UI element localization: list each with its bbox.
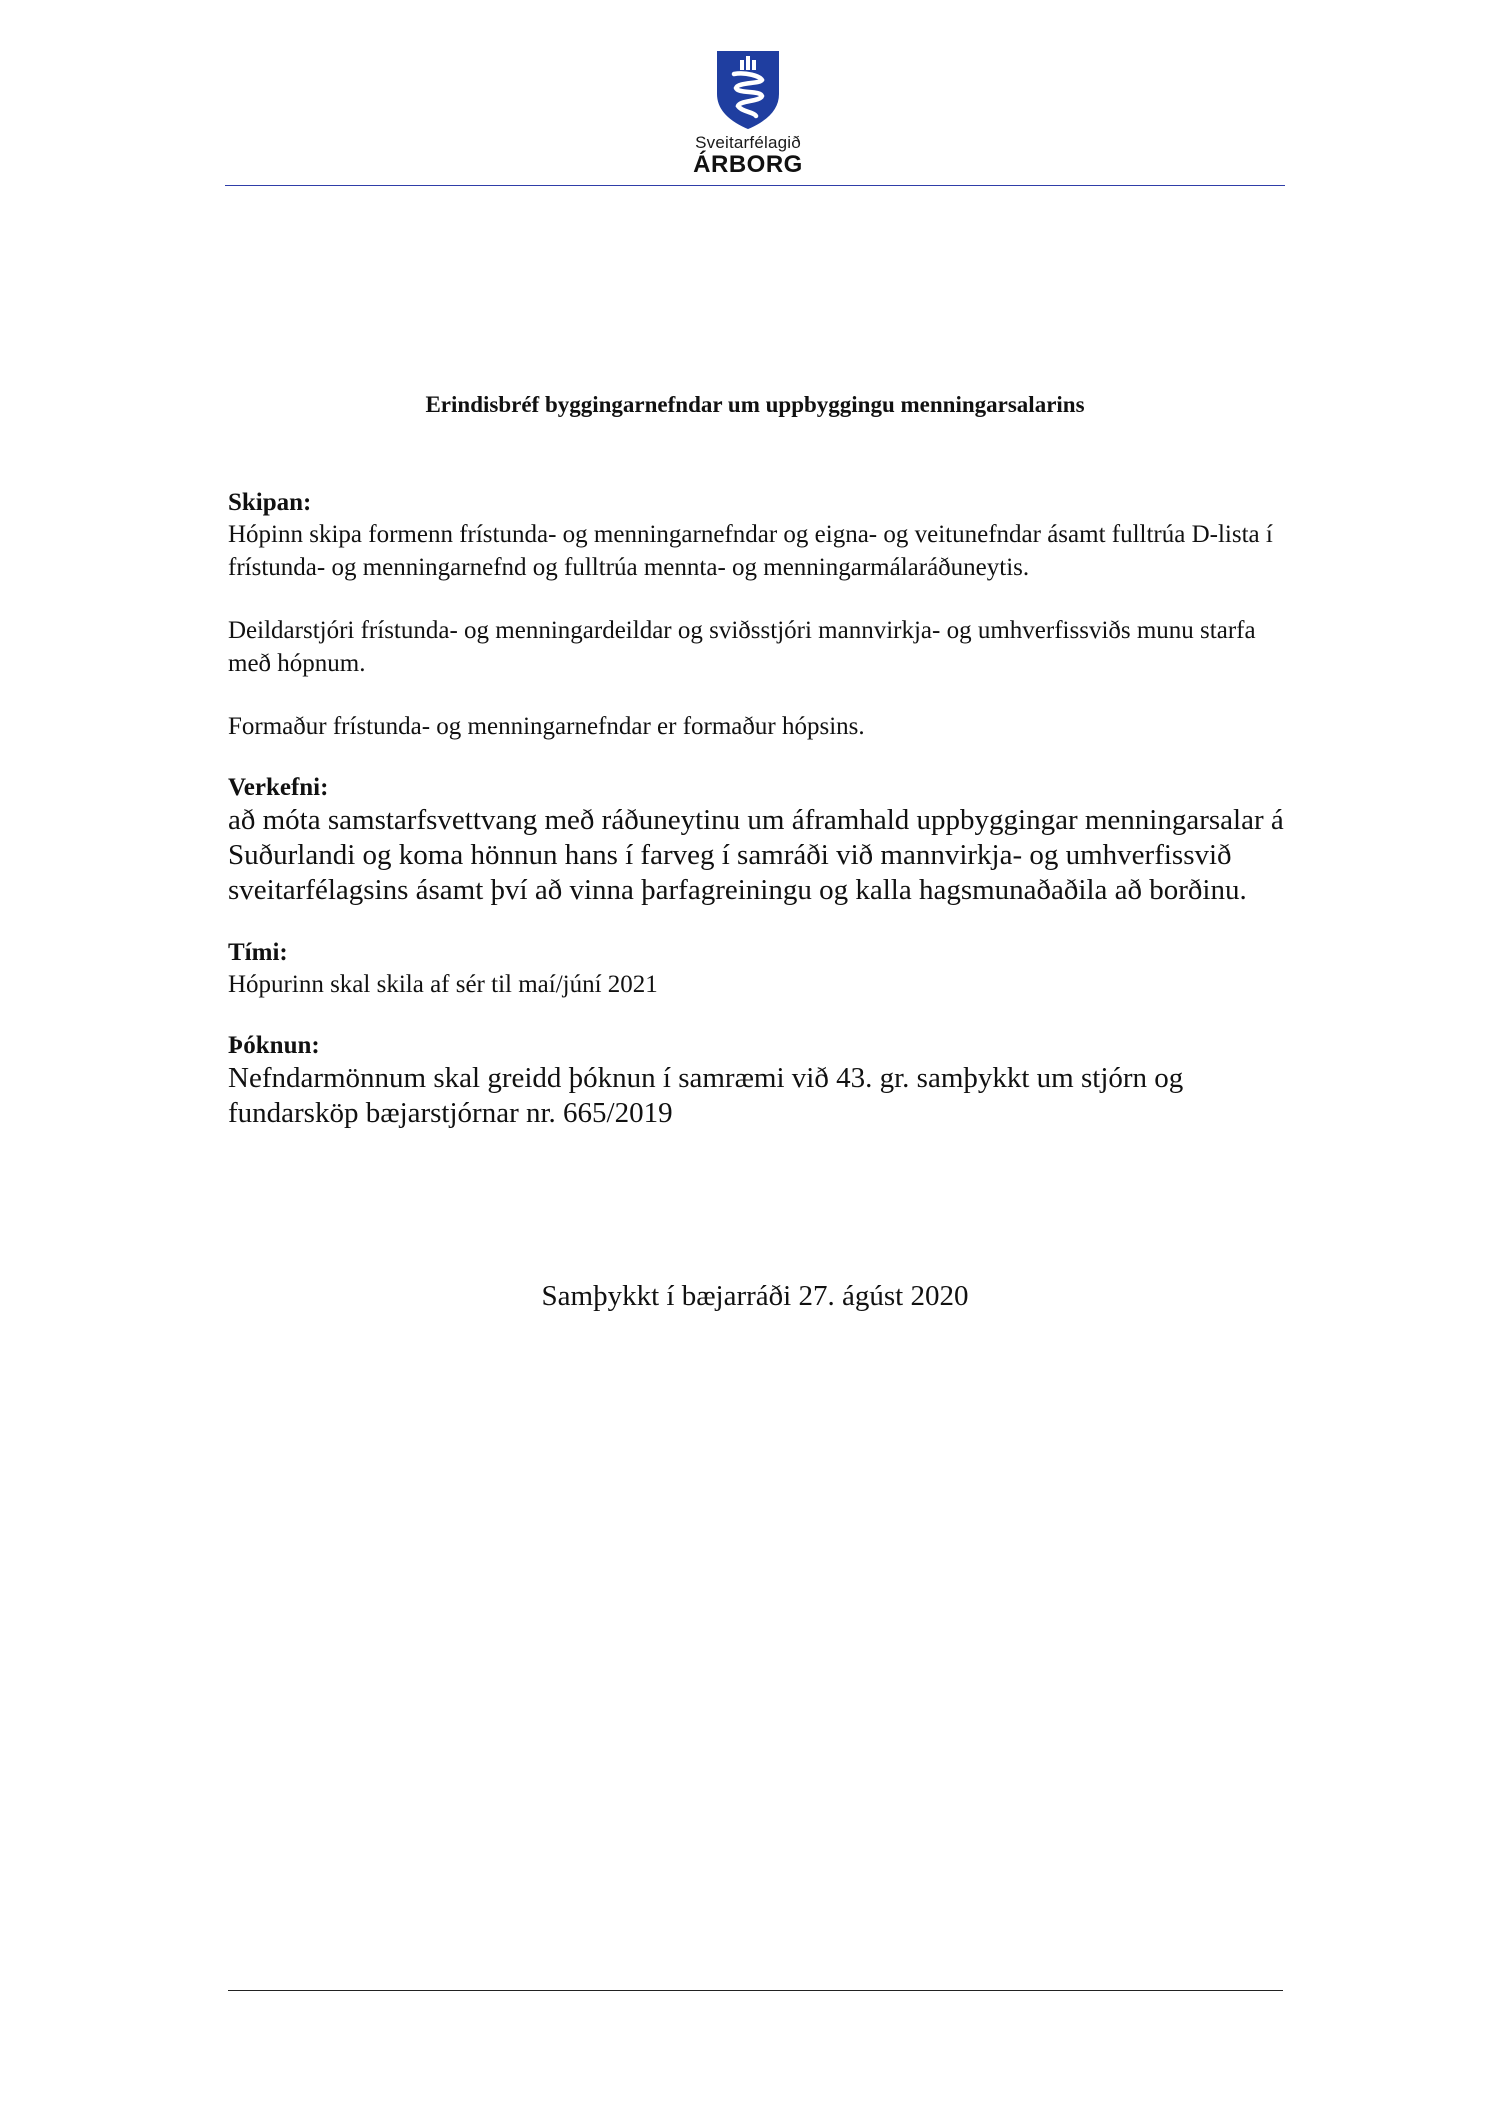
section-verkefni (228, 773, 1288, 908)
letterhead (0, 0, 1500, 190)
section-heading: Skipan: (228, 489, 312, 516)
footer-divider (228, 1990, 1283, 1991)
arborg-coat-of-arms-icon (716, 50, 780, 130)
section-heading: Verkefni: (228, 774, 329, 801)
section-paragraph: Formaður frístunda- og menningarnefndar er formaður hópsins. (228, 713, 865, 740)
section-timi (228, 938, 1288, 1001)
section-heading: Þóknun: (228, 1032, 320, 1059)
section-paragraph: Hópurinn skal skila af sér til maí/júní 2021 (228, 971, 658, 998)
section-paragraph: Hópinn skipa formenn frístunda- og menningarnefndar og eigna- og veitunefndar ásamt fulltrúa D-lista í frístunda- og menningarnefnd og fulltrúa mennta- og menningarmálaráðuneytis. (228, 521, 1273, 581)
logo-org-name: ÁRBORG (693, 151, 803, 178)
section-thoknun (228, 1031, 1288, 1131)
logo-org-prefix: Sveitarfélagið (695, 133, 801, 152)
document-title: Erindisbréf byggingarnefndar um uppbyggingu menningarsalarins (425, 392, 1085, 417)
document-body (228, 488, 1288, 1131)
section-skipan (228, 488, 1288, 743)
approval-line: Samþykkt í bæjarráði 27. ágúst 2020 (541, 1280, 969, 1312)
header-divider (225, 185, 1285, 186)
section-paragraph: Nefndarmönnum skal greidd þóknun í samræmi við 43. gr. samþykkt um stjórn og fundarsköp bæjarstjórnar nr. 665/2019 (228, 1062, 1184, 1129)
section-heading: Tími: (228, 939, 288, 966)
section-paragraph: Deildarstjóri frístunda- og menningardeildar og sviðsstjóri mannvirkja- og umhverfissviðs munu starfa með hópnum. (228, 617, 1256, 677)
section-paragraph: að móta samstarfsvettvang með ráðuneytinu um áframhald uppbyggingar menningarsalar á Suðurlandi og koma hönnun hans í farveg í samráði við mannvirkja- og umhverfissvið sveitarfélagsins ásamt því að vinna þarfagreiningu og kalla hagsmunaðaðila að borðinu. (228, 804, 1284, 906)
